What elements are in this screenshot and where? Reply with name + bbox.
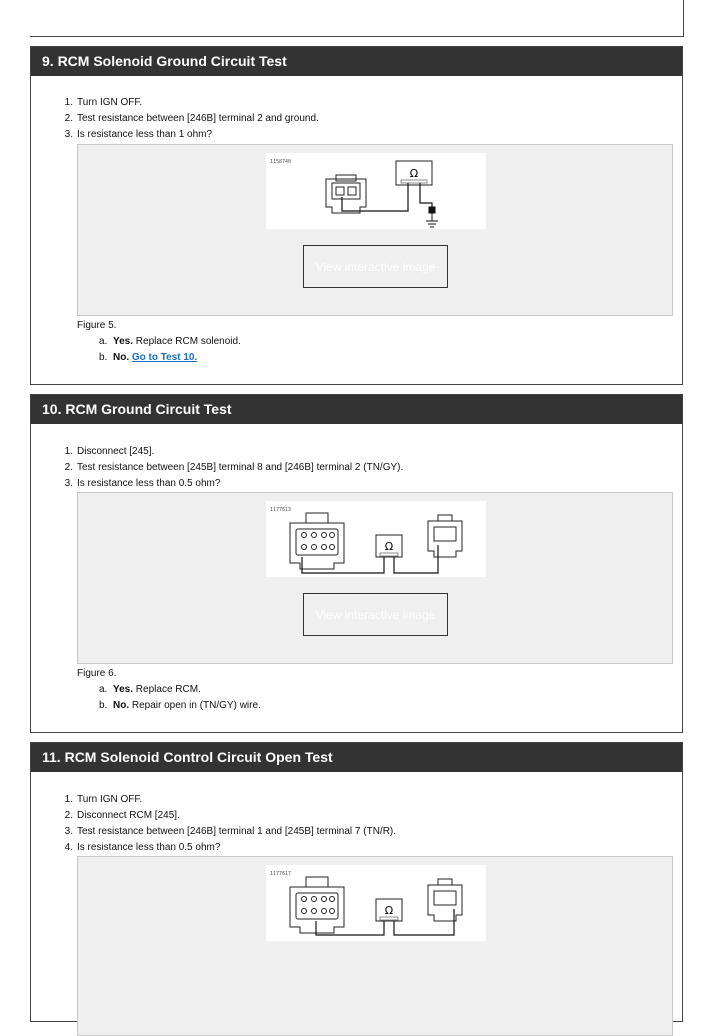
answer-no: b. No. Go to Test 10. xyxy=(99,352,198,363)
step-item: 3. Is resistance less than 1 ohm? xyxy=(64,129,213,140)
figure-caption: Figure 6. xyxy=(77,668,117,679)
step-list xyxy=(31,95,319,143)
section-test-11 xyxy=(30,742,683,1022)
ohmmeter-icon xyxy=(396,161,432,185)
svg-text:Ω: Ω xyxy=(384,904,394,917)
step-item: 3. Test resistance between [246B] terminal 1 and [245B] terminal 7 (TN/R). xyxy=(64,826,397,837)
step-item: 2. Test resistance between [246B] terminal 2 and ground. xyxy=(64,113,319,124)
ohmmeter-icon xyxy=(376,899,402,921)
answer-list xyxy=(77,682,261,714)
previous-section-frame xyxy=(30,0,684,37)
figure-box xyxy=(77,492,673,664)
step-item: 2. Disconnect RCM [245]. xyxy=(64,810,180,821)
answer-no: b. No. Repair open in (TN/GY) wire. xyxy=(99,700,261,711)
wiring-diagram xyxy=(266,501,486,577)
section-test-9 xyxy=(30,46,683,385)
wiring-diagram xyxy=(266,865,486,941)
connector-245b-icon xyxy=(290,513,344,569)
section-title: 10. RCM Ground Circuit Test xyxy=(31,395,682,424)
connector-245b-icon xyxy=(290,877,344,933)
figure-box xyxy=(77,856,673,1036)
step-list xyxy=(31,792,396,856)
section-test-10 xyxy=(30,394,683,733)
ground-icon xyxy=(426,207,438,227)
step-item: 3. Is resistance less than 0.5 ohm? xyxy=(64,478,221,489)
wiring-diagram xyxy=(266,153,486,229)
figure-id: 1158740 xyxy=(270,159,292,165)
section-title: 11. RCM Solenoid Control Circuit Open Test xyxy=(31,743,682,772)
connector-246b-icon xyxy=(428,879,462,921)
figure-id: 1177613 xyxy=(270,507,292,513)
step-item: 1. Turn IGN OFF. xyxy=(64,97,143,108)
step-item: 4. Is resistance less than 0.5 ohm? xyxy=(64,842,221,853)
connector-246b-icon xyxy=(428,515,462,557)
answer-list xyxy=(77,334,241,366)
svg-text:Ω: Ω xyxy=(384,540,394,553)
go-to-test-10-link[interactable]: Go to Test 10. xyxy=(131,352,198,363)
answer-yes: a. Yes. Replace RCM solenoid. xyxy=(99,336,241,347)
figure-box xyxy=(77,144,673,316)
section-title: 9. RCM Solenoid Ground Circuit Test xyxy=(31,47,682,76)
view-interactive-image-button[interactable]: View interactive image xyxy=(303,593,448,636)
ohmmeter-icon xyxy=(376,535,402,557)
step-item: 1. Disconnect [245]. xyxy=(64,446,155,457)
answer-yes: a. Yes. Replace RCM. xyxy=(99,684,201,695)
step-item: 1. Turn IGN OFF. xyxy=(64,794,143,805)
step-item: 2. Test resistance between [245B] terminal 8 and [246B] terminal 2 (TN/GY). xyxy=(64,462,404,473)
connector-246b-icon xyxy=(326,175,366,213)
figure-id: 1177617 xyxy=(270,871,292,877)
figure-caption: Figure 5. xyxy=(77,320,117,331)
step-list xyxy=(31,444,403,492)
view-interactive-image-button[interactable]: View interactive image xyxy=(303,245,448,288)
svg-text:Ω: Ω xyxy=(409,167,419,180)
